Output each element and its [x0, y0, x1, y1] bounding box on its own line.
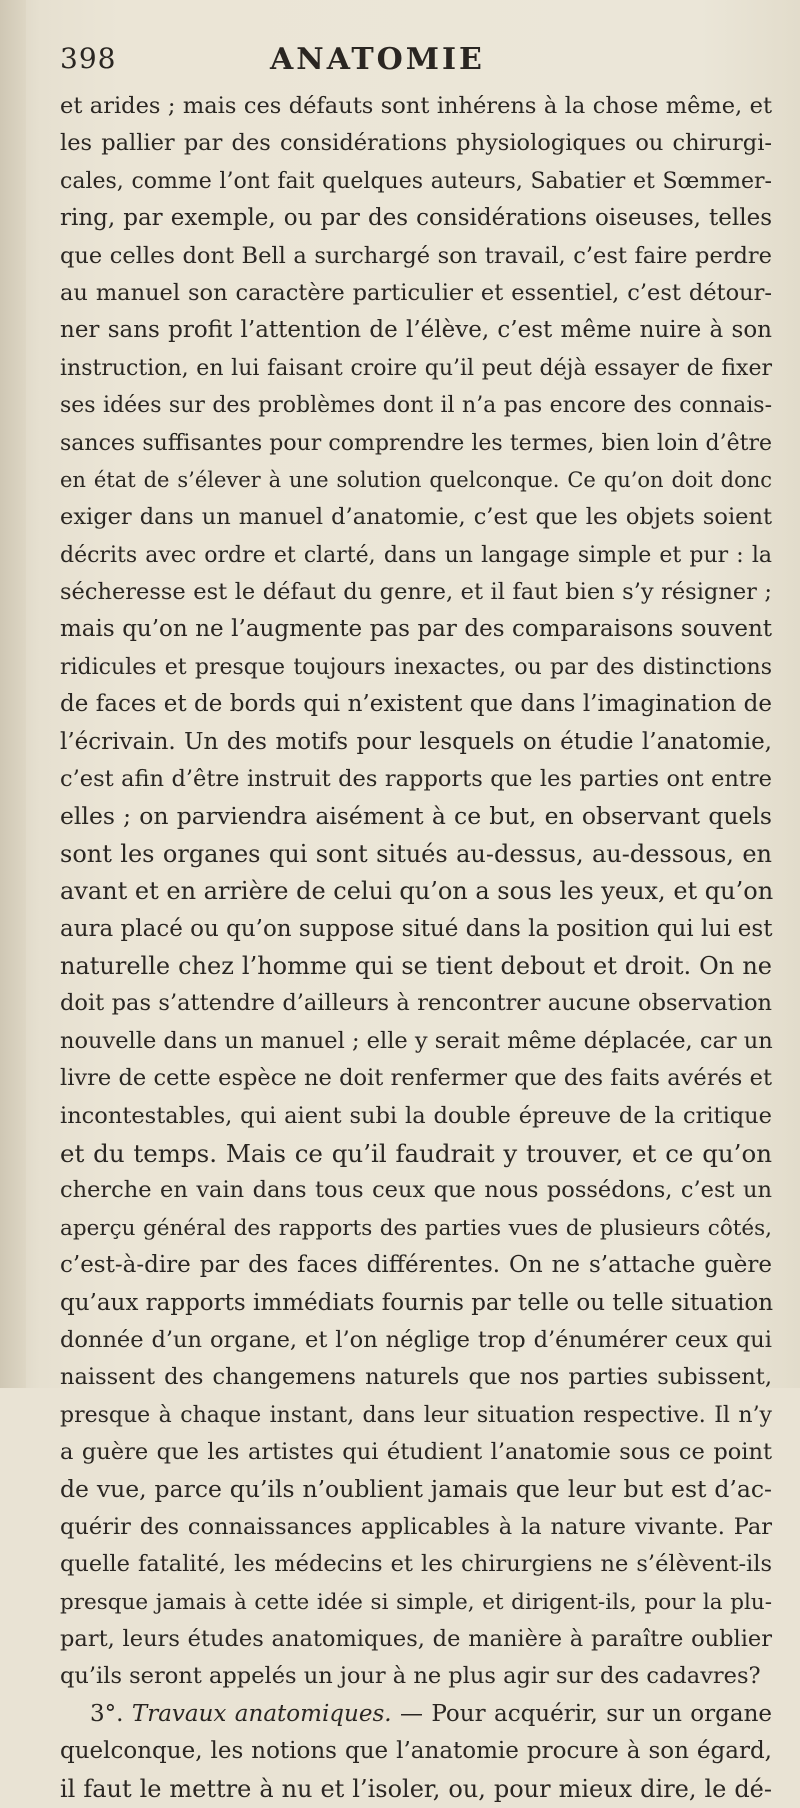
text-line: de vue, parce qu’ils n’oublient jamais que leur but est d’ac- — [60, 1475, 772, 1504]
text-line: incontestables, qui aient subi la double épreuve de la critique — [60, 1102, 772, 1129]
section-number: 3°. — [90, 1700, 132, 1727]
text-line: presque à chaque instant, dans leur situation respective. Il n’y — [60, 1402, 772, 1428]
text-line: ring, par exemple, ou par des considérations oiseuses, telles — [60, 205, 772, 232]
text-line: elles ; on parviendra aisément à ce but, en observant quels — [60, 802, 772, 831]
text-line: en état de s’élever à une solution quelconque. Ce qu’on doit donc — [60, 467, 772, 492]
text-line: avant et en arrière de celui qu’on a sous les yeux, et qu’on — [60, 877, 774, 906]
text-line: presque jamais à cette idée si simple, et dirigent-ils, pour la plu- — [60, 1589, 772, 1615]
page-gutter — [0, 0, 26, 1388]
running-title: ANATOMIE — [270, 42, 485, 77]
section-heading: Travaux anatomiques. — [131, 1700, 392, 1727]
text-line: quelconque, les notions que l’anatomie procure à son égard, — [60, 1738, 772, 1765]
text-line: c’est-à-dire par des faces différentes. On ne s’attache guère — [60, 1252, 772, 1279]
text-line: mais qu’on ne l’augmente pas par des comparaisons souvent — [60, 616, 772, 643]
text-line: c’est afin d’être instruit des rapports que les parties ont entre — [60, 766, 772, 793]
text-line: sécheresse est le défaut du genre, et il faut bien s’y résigner ; — [60, 579, 772, 606]
text-line: ses idées sur des problèmes dont il n’a pas encore des connais- — [60, 393, 772, 419]
text-line: décrits avec ordre et clarté, dans un langage simple et pur : la — [60, 542, 772, 568]
section-text: — Pour acquérir, sur un organe — [391, 1700, 772, 1727]
text-line: donnée d’un organe, et l’on néglige trop d’énumérer ceux qui — [60, 1326, 772, 1353]
text-line — [60, 1696, 772, 1733]
body-text — [60, 88, 772, 1808]
text-line: sances suffisantes pour comprendre les termes, bien loin d’être — [60, 430, 772, 456]
text-line: qu’ils seront appelés un jour à ne plus agir sur des cadavres? — [60, 1663, 761, 1690]
text-line: naturelle chez l’homme qui se tient debout et droit. On ne — [60, 951, 772, 980]
text-line: qu’aux rapports immédiats fournis par telle ou telle situation — [60, 1289, 774, 1316]
page-number: 398 — [60, 42, 117, 75]
text-line: cales, comme l’ont fait quelques auteurs, Sabatier et Sœmmer- — [60, 168, 772, 194]
text-line: part, leurs études anatomiques, de manière à paraître oublier — [60, 1626, 772, 1653]
text-line: nouvelle dans un manuel ; elle y serait même déplacée, car un — [60, 1027, 773, 1054]
text-line: instruction, en lui faisant croire qu’il peut déjà essayer de fixer — [60, 355, 772, 381]
text-line: exiger dans un manuel d’anatomie, c’est que les objets soient — [60, 504, 772, 531]
text-line: et arides ; mais ces défauts sont inhérens à la chose même, et — [60, 93, 772, 119]
text-line: aperçu général des rapports des parties vues de plusieurs côtés, — [60, 1215, 772, 1241]
text-line: que celles dont Bell a surchargé son travail, c’est faire perdre — [60, 242, 772, 269]
text-line: les pallier par des considérations physiologiques ou chirurgi- — [60, 130, 772, 157]
text-line: sont les organes qui sont situés au-dessus, au-dessous, en — [60, 839, 772, 868]
text-line: quelle fatalité, les médecins et les chirurgiens ne s’élèvent-ils — [60, 1551, 772, 1578]
text-line: livre de cette espèce ne doit renfermer que des faits avérés et — [60, 1065, 772, 1092]
text-line: aura placé ou qu’on suppose situé dans la position qui lui est — [60, 915, 773, 942]
text-line: il faut le mettre à nu et l’isoler, ou, pour mieux dire, le dé- — [60, 1774, 772, 1803]
text-line: de faces et de bords qui n’existent que dans l’imagination de — [60, 691, 772, 718]
text-line: quérir des connaissances applicables à la nature vivante. Par — [60, 1513, 772, 1540]
text-line: doit pas s’attendre d’ailleurs à rencontrer aucune observation — [60, 990, 772, 1017]
text-line: ridicules et presque toujours inexactes, ou par des distinctions — [60, 654, 772, 680]
page-header — [60, 42, 760, 86]
text-line: au manuel son caractère particulier et essentiel, c’est détour- — [60, 279, 772, 306]
text-line: ner sans profit l’attention de l’élève, c’est même nuire à son — [60, 317, 772, 344]
text-line: a guère que les artistes qui étudient l’anatomie sous ce point — [60, 1439, 772, 1466]
text-line: et du temps. Mais ce qu’il faudrait y trouver, et ce qu’on — [60, 1138, 772, 1168]
text-line: l’écrivain. Un des motifs pour lesquels on étudie l’anatomie, — [60, 728, 772, 755]
text-line: cherche en vain dans tous ceux que nous possédons, c’est un — [60, 1177, 772, 1204]
text-line: naissent des changemens naturels que nos parties subissent, — [60, 1364, 772, 1391]
